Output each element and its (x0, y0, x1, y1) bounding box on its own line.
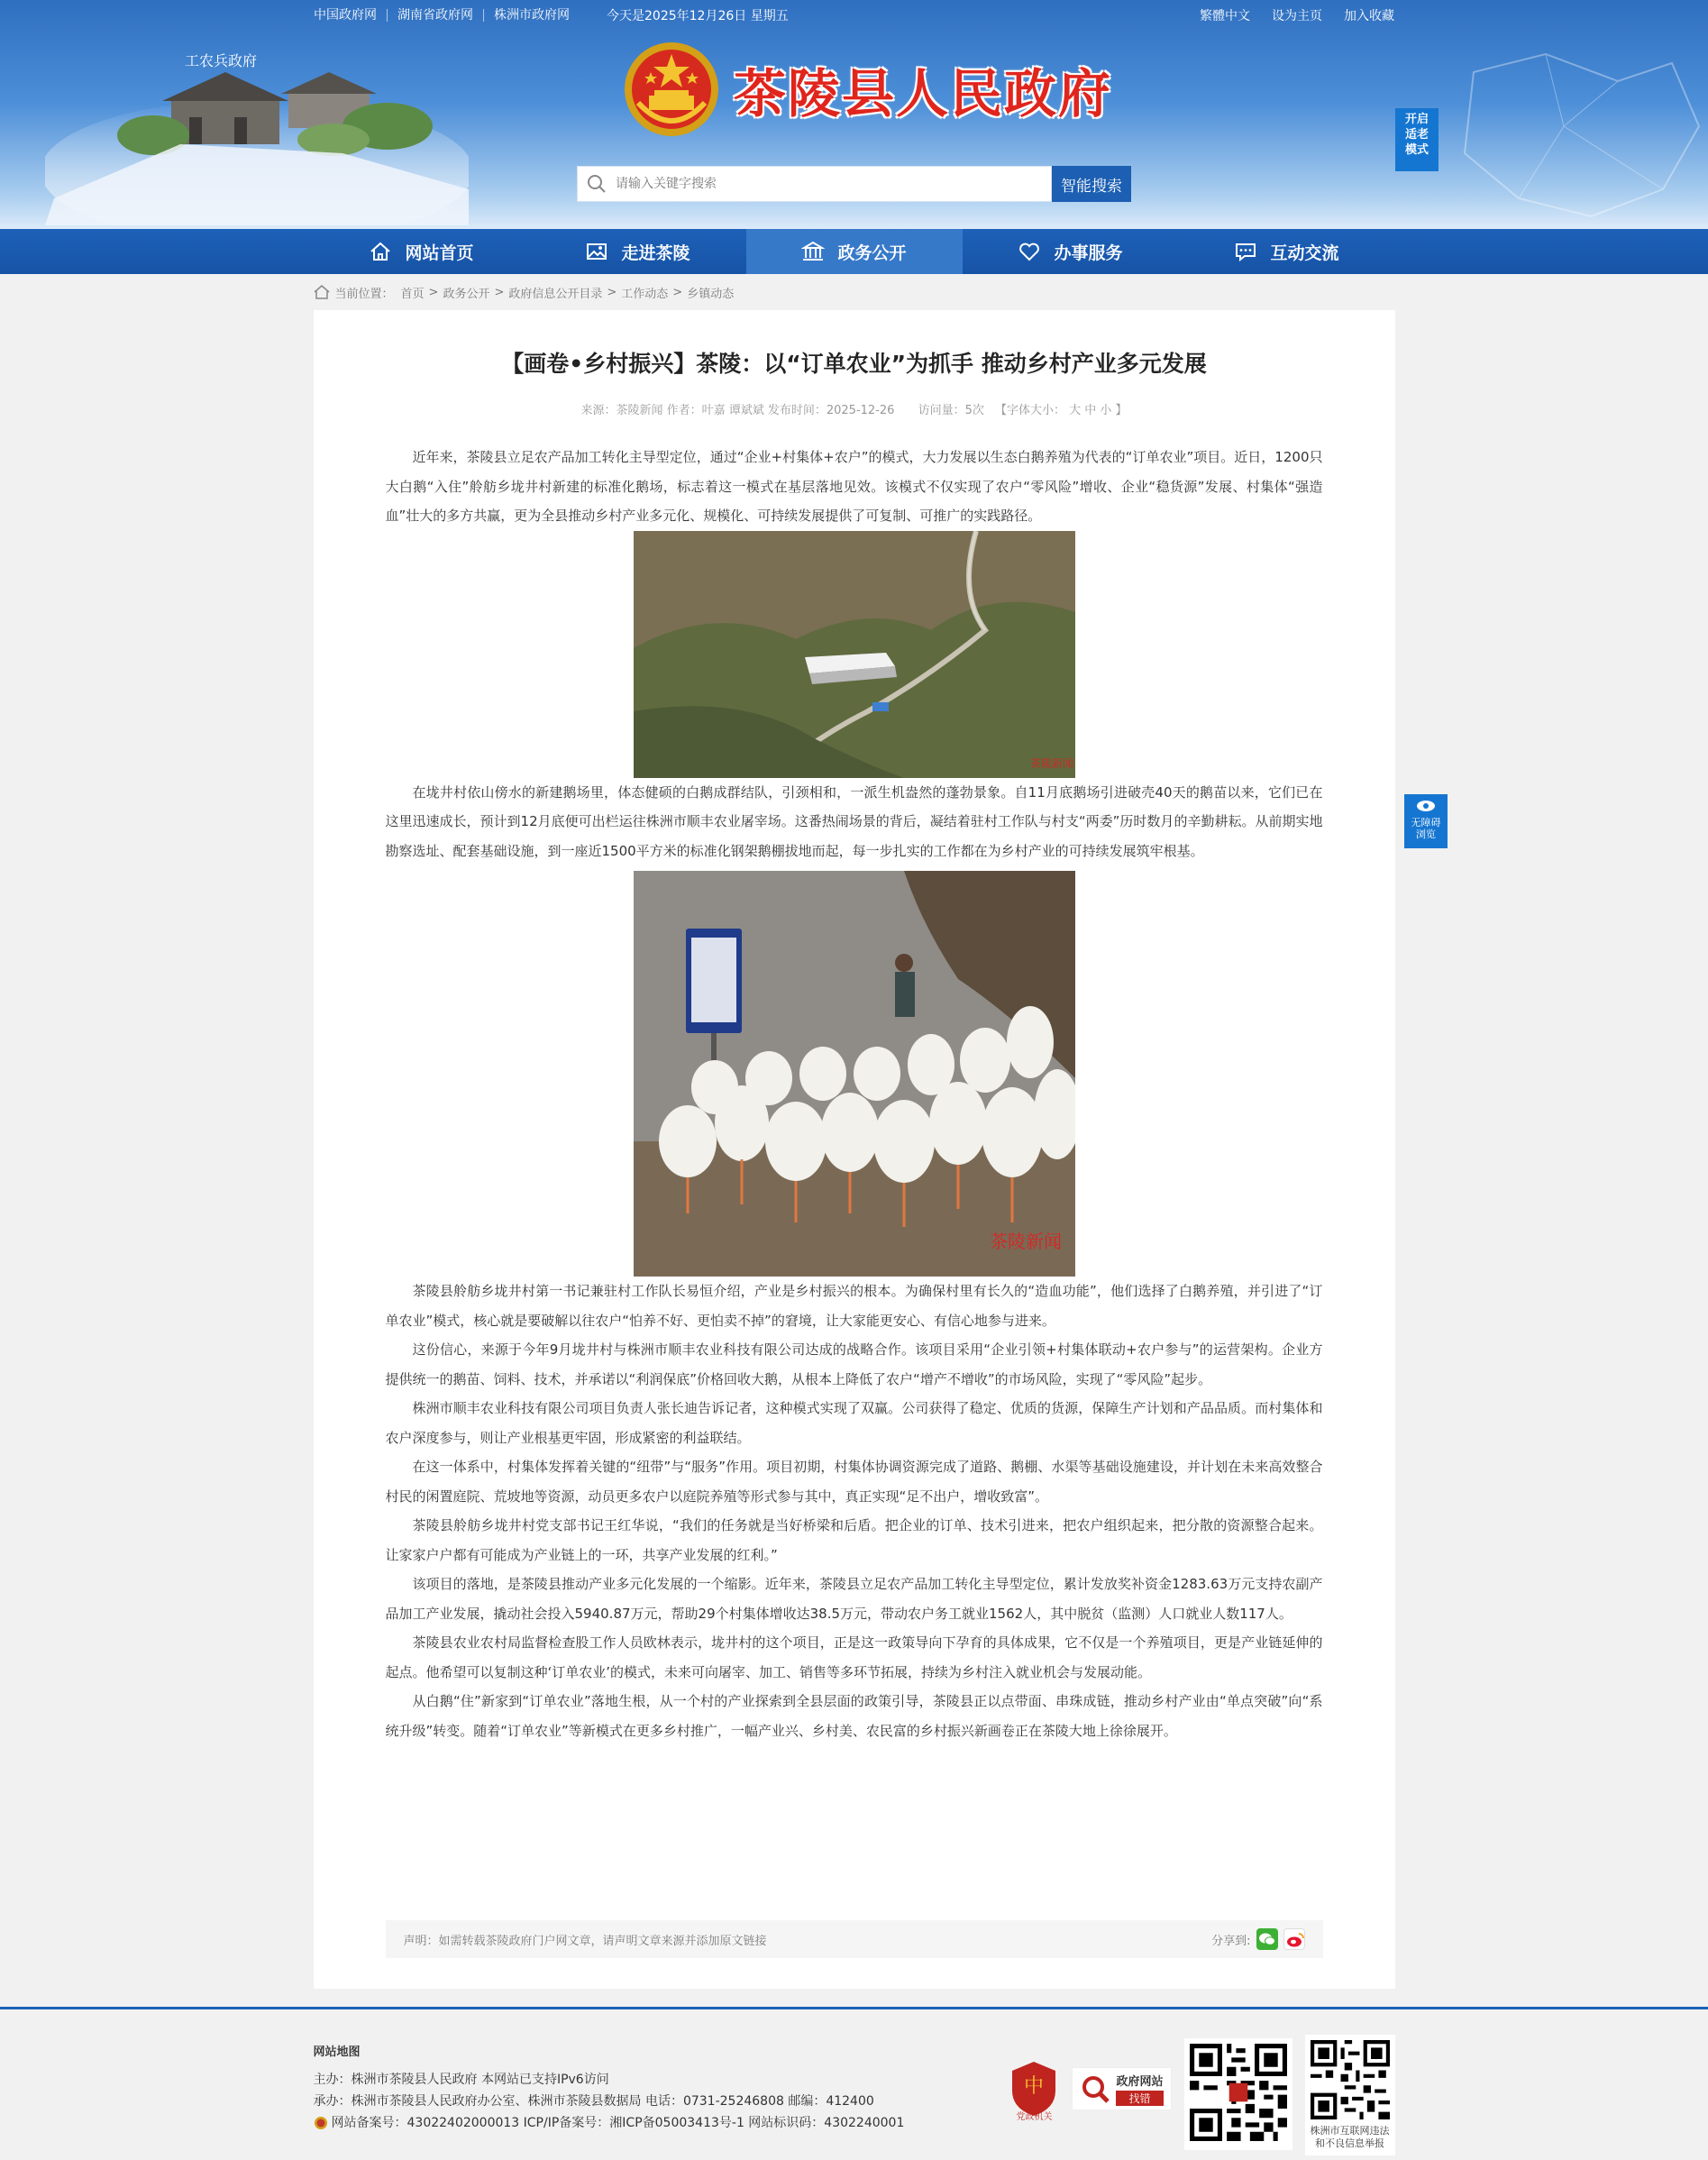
article-source: 来源：茶陵新闻 作者：叶嘉 谭斌斌 发布时间：2025-12-26 (580, 404, 895, 417)
paragraph: 茶陵县舲舫乡垅井村党支部书记王红华说，“我们的任务就是当好桥梁和后盾。把企业的订单、技术引进来，把农户组织起来，把分散的资源整合起来。让家家户户都有可能成为产业链上的一环，共享产业发展的红利。” (385, 1517, 1323, 1563)
link-zhuzhou-gov[interactable]: 株洲市政府网 (494, 8, 570, 23)
article-body (386, 443, 1323, 1745)
header-scene-illustration (45, 36, 469, 225)
elder-mode-label: 开启适老模式 (1404, 113, 1429, 157)
paragraph: 在垅井村依山傍水的新建鹅场里，体态健硕的白鹅成群结队，引颈相和，一派生机盎然的蓬勃景象。自11月底鹅场引进破壳40天的鹅苗以来，它们已在这里迅速成长，预计到12月底便可出栏运往株洲市顺丰农业屠宰场。这番热闹场景的背后，凝结着驻村工作队与村支“两委”历时数月的辛勤耕耘。从前期实地勘察选址、配套基础设施，到一座近1500平方米的标准化钢架鹅棚拔地而起，每一步扎实的工作都在为乡村产业的可持续发展筑牢根基。 (385, 783, 1323, 859)
smart-search-button[interactable]: 智能搜索 (1052, 166, 1131, 202)
photo-watermark: 茶陵新闻 (989, 1232, 1062, 1252)
wechat-qr-code (1184, 2038, 1292, 2150)
site-logo[interactable] (622, 40, 1112, 139)
paragraph: 近年来，茶陵县立足农产品加工转化主导型定位，通过“企业+村集体+农户”的模式，大力发展以生态白鹅养殖为代表的“订单农业”项目。近日，1200只大白鹅“入住”舲舫乡垅井村新建的标准化鹅场，标志着这一模式在基层落地见效。该模式不仅实现了农户“零风险”增收、企业“稳货源”发展、村集体“强造血”壮大的多方共赢，更为全县推动乡村产业多元化、规模化、可持续发展提供了可复制、可推广的实践路径。 (385, 449, 1323, 524)
breadcrumb-gov-affairs[interactable]: 政务公开 (443, 287, 490, 301)
font-size-switcher[interactable]: 【字体大小： 大 中 小 】 (994, 404, 1128, 417)
breadcrumb-label: 当前位置： (334, 287, 394, 301)
main-nav (0, 229, 1708, 274)
sitemap-link[interactable]: 网站地图 (313, 2046, 361, 2059)
site-header (0, 0, 1708, 229)
article-container (314, 310, 1395, 1989)
nav-gov-affairs[interactable] (746, 229, 963, 274)
top-bar (314, 0, 1394, 31)
breadcrumb-town-news[interactable]: 乡镇动态 (687, 287, 735, 301)
paragraph: 在这一体系中，村集体发挥着关键的“纽带”与“服务”作用。项目初期，村集体协调资源完成了道路、鹅棚、水渠等基础设施建设，并计划在未来高效整合村民的闲置庭院、荒坡地等资源，动员更多农户以庭院养殖等形式参与其中，真正实现“足不出户，增收致富”。 (385, 1459, 1323, 1505)
party-gov-badge[interactable] (1009, 2060, 1059, 2122)
nav-gov-affairs-label: 政务公开 (837, 243, 907, 263)
qr-code-icon (1311, 2040, 1390, 2119)
search-bar (577, 166, 1131, 202)
accessibility-button[interactable] (1404, 794, 1448, 848)
building-icon (801, 240, 825, 263)
nav-about[interactable] (530, 229, 746, 274)
share-label: 分享到: (1211, 1934, 1251, 1948)
home-icon (369, 240, 392, 263)
reprint-notice-text: 声明：如需转载茶陵政府门户网文章，请声明文章来源并添加原文链接 (403, 1934, 767, 1948)
share-bar (1211, 1928, 1304, 1950)
traditional-chinese-link[interactable]: 繁體中文 (1200, 9, 1250, 23)
site-footer (0, 2007, 1708, 2160)
nav-interaction[interactable] (1179, 229, 1395, 274)
party-gov-text: 党政机关 (1016, 2112, 1053, 2122)
link-hunan-gov[interactable]: 湖南省政府网 (388, 9, 484, 22)
home-icon (314, 285, 330, 299)
photo-watermark: 茶陵新闻 (1029, 756, 1073, 770)
gov-site-error-badge[interactable] (1072, 2067, 1171, 2110)
police-badge-icon (314, 2116, 328, 2130)
nav-interaction-label: 互动交流 (1270, 243, 1339, 263)
article-views: 访问量：5次 (918, 404, 984, 417)
site-title: 茶陵县人民政府 (734, 65, 1113, 124)
breadcrumb-home[interactable]: 首页 (400, 287, 425, 301)
chat-icon (1234, 240, 1257, 263)
article-meta (386, 400, 1323, 417)
search-icon (587, 174, 607, 194)
search-input[interactable] (616, 177, 976, 191)
nav-home-label: 网站首页 (405, 243, 474, 263)
elder-mode-button[interactable] (1395, 108, 1439, 171)
report-qr-caption: 株洲市互联网违法和不良信息举报 (1310, 2125, 1390, 2149)
magnifier-icon (1080, 2073, 1110, 2104)
weibo-share-icon[interactable] (1283, 1928, 1305, 1950)
image-icon (585, 240, 608, 263)
accessibility-label: 无障碍浏览 (1411, 817, 1441, 840)
gov-site-text: 政府网站 (1116, 2075, 1164, 2089)
report-qr-code (1305, 2035, 1395, 2155)
set-homepage-link[interactable]: 设为主页 (1272, 9, 1322, 23)
heart-icon (1018, 240, 1041, 263)
photo-goose-farm-aerial (634, 531, 1075, 778)
paragraph: 这份信心，来源于今年9月垅井村与株洲市顺丰农业科技有限公司达成的战略合作。该项目采用“企业引领+村集体联动+农户参与”的运营架构。企业方提供统一的鹅苗、饲料、技术，并承诺以“利润保底”价格回收大鹅，从根本上降低了农户“增产不增收”的市场风险，实现了“零风险”起步。 (385, 1341, 1323, 1387)
eye-icon (1416, 800, 1436, 812)
header-map-decoration (1438, 45, 1708, 225)
breadcrumb: 当前位置： 首页 > 政务公开 > 政府信息公开目录 > 工作动态 > 乡镇动态 (314, 274, 1395, 310)
paragraph: 该项目的落地，是茶陵县推动产业多元化发展的一个缩影。近年来，茶陵县立足农产品加工转化主导型定位，累计发放奖补资金1283.63万元支持农副产品加工产业发展，撬动社会投入5940.87万元，帮助29个村集体增收达38.5万元，带动农户务工就业1562人，其中脱贫（监测）人口就业人数117人。 (385, 1576, 1323, 1622)
scene-caption: 工农兵政府 (185, 54, 258, 69)
qr-code-icon (1190, 2044, 1287, 2141)
paragraph: 茶陵县舲舫乡垅井村第一书记兼驻村工作队长易恒介绍，产业是乡村振兴的根本。为确保村里有长久的“造血功能”，他们选择了白鹅养殖，并引进了“订单农业”模式，核心就是要破解以往农户“怕养不好、更怕卖不掉”的窘境，让大家能更安心、有信心地参与进来。 (385, 1283, 1323, 1329)
add-favorite-link[interactable]: 加入收藏 (1344, 9, 1394, 23)
nav-services[interactable] (963, 229, 1179, 274)
reprint-notice (386, 1920, 1323, 1958)
svg-text:中: 中 (1024, 2074, 1045, 2097)
photo-geese-flock (634, 871, 1075, 1277)
breadcrumb-work-news[interactable]: 工作动态 (621, 287, 669, 301)
footer-organizer: 承办：株洲市茶陵县人民政府办公室、株洲市茶陵县数据局 电话：0731-25246808 邮编：412400 (313, 2094, 874, 2109)
paragraph: 从白鹅“住”新家到“订单农业”落地生根，从一个村的产业探索到全县层面的政策引导，茶陵县正以点带面、串珠成链，推动乡村产业由“单点突破”向“系统升级”转变。随着“订单农业”等新模式在更多乡村推广，一幅产业兴、乡村美、农民富的乡村振兴新画卷正在茶陵大地上徐徐展开。 (385, 1693, 1323, 1739)
gov-site-find-error: 找错 (1116, 2091, 1163, 2106)
current-date: 今天是2025年12月26日 星期五 (607, 9, 789, 23)
article-title: 【画卷•乡村振兴】茶陵：以“订单农业”为抓手 推动乡村产业多元发展 (501, 351, 1207, 377)
wechat-share-icon[interactable] (1256, 1928, 1278, 1950)
footer-sponsor: 主办：株洲市茶陵县人民政府 本网站已支持IPv6访问 (313, 2073, 609, 2087)
link-gov-cn[interactable]: 中国政府网 (314, 9, 388, 22)
paragraph: 株洲市顺丰农业科技有限公司项目负责人张长迪告诉记者，这种模式实现了双赢。公司获得了稳定、优质的货源，保障生产计划和产品品质。而村集体和农户深度参与，则让产业根基更牢固，形成紧密的利益联结。 (385, 1400, 1323, 1446)
paragraph: 茶陵县农业农村局监督检查股工作人员欧林表示，垅井村的这个项目，正是这一政策导向下孕育的具体成果，它不仅是一个养殖项目，更是产业链延伸的起点。他希望可以复制这种‘订单农业’的模式，未来可向屠宰、加工、销售等多环节拓展，持续为乡村注入就业机会与发展动能。 (385, 1634, 1323, 1680)
national-emblem-icon (622, 40, 721, 139)
nav-about-label: 走进茶陵 (621, 243, 690, 263)
footer-icp: 网站备案号：43022402000013 ICP/IP备案号：湘ICP备05003413号-1 网站标识码：4302240001 (331, 2116, 905, 2130)
nav-home[interactable] (314, 229, 530, 274)
nav-services-label: 办事服务 (1054, 243, 1123, 263)
breadcrumb-catalog[interactable]: 政府信息公开目录 (508, 287, 603, 301)
